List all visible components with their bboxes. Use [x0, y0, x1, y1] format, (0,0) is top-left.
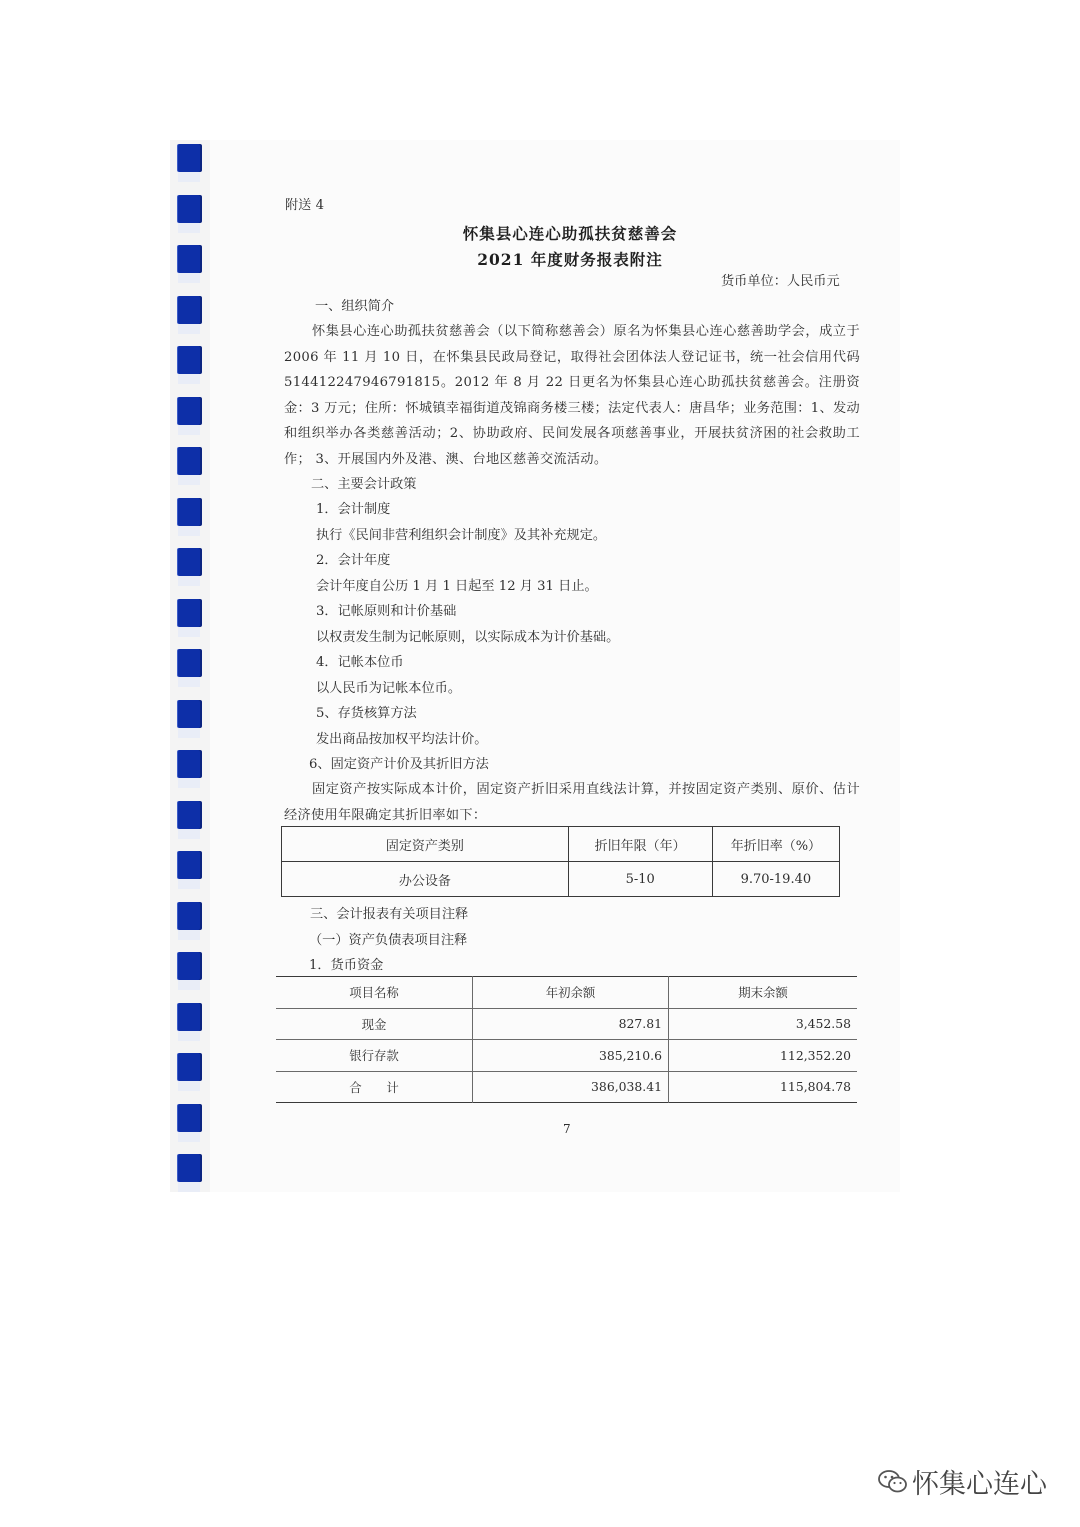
binding-ring [178, 1104, 200, 1132]
table-header-cell: 折旧年限（年） [568, 827, 712, 862]
binding-ring [178, 750, 200, 778]
section-heading: 三、会计报表有关项目注释 [310, 907, 469, 922]
table-row [282, 862, 840, 897]
policy-text: 以权责发生制为记帐原则，以实际成本为计价基础。 [316, 630, 620, 645]
attachment-label: 附送 4 [285, 198, 324, 213]
item-heading: 1．货币资金 [309, 958, 384, 973]
table-cell: 112,352.20 [669, 1040, 858, 1072]
table-cell: 9.70-19.40 [712, 862, 839, 897]
table-cell: 386,038.41 [473, 1071, 669, 1103]
policy-heading: 4．记帐本位币 [316, 655, 404, 670]
document-title: 怀集县心连心助孤扶贫慈善会 [462, 224, 678, 243]
binding-ring [178, 548, 200, 576]
table-header-row [276, 977, 857, 1009]
binding-ring [178, 195, 200, 223]
section-heading: 二、主要会计政策 [311, 477, 417, 492]
binding-ring [178, 599, 200, 627]
binding-ring [178, 498, 200, 526]
table-cell: 385,210.6 [473, 1040, 669, 1072]
table-cell: 827.81 [473, 1008, 669, 1040]
binding-ring [178, 144, 200, 172]
policy-heading: 5、存货核算方法 [316, 706, 417, 721]
organization-intro-paragraph: 怀集县心连心助孤扶贫慈善会（以下简称慈善会）原名为怀集县心连心慈善助学会，成立于 2006 年 11 月 10 日，在怀集县民政局登记，取得社会团体法人登记证书，统一社会信用代码 514412247946791815。2012 年 8 月 22 日更名为怀集县心连心助孤扶贫慈善会。注册资金：3 万元；住所：怀城镇幸福街道茂锦商务楼三楼；法定代表人：唐昌华；业务范围：1、发动和组织举办各类慈善活动；2、协助政府、民间发展各项慈善事业，开展扶贫济困的社会救助工作； 3、开展国内外及港、澳、台地区慈善交流活动。 [284, 324, 860, 467]
binding-ring [178, 1003, 200, 1031]
table-row [276, 1008, 857, 1040]
binding-ring [178, 447, 200, 475]
table-cell: 合 计 [349, 1079, 399, 1095]
table-header-row [282, 827, 840, 862]
policy-heading: 3．记帐原则和计价基础 [316, 604, 457, 619]
watermark-text: 怀集心连心 [912, 1469, 1047, 1500]
policy-heading: 2．会计年度 [316, 553, 391, 568]
binding-ring [178, 397, 200, 425]
binding-ring [178, 851, 200, 879]
table-header-cell: 固定资产类别 [282, 827, 569, 862]
table-cell: 115,804.78 [669, 1071, 858, 1103]
table-cell: 银行存款 [276, 1040, 473, 1072]
wechat-icon [878, 1469, 908, 1502]
binding-ring [178, 296, 200, 324]
policy-text: 执行《民间非营利组织会计制度》及其补充规定。 [316, 528, 607, 543]
binding-ring [178, 801, 200, 829]
cash-funds-table [276, 976, 857, 1103]
table-cell: 3,452.58 [669, 1008, 858, 1040]
table-header-cell: 项目名称 [276, 977, 473, 1009]
binding-ring [178, 346, 200, 374]
policy-heading: 6、固定资产计价及其折旧方法 [309, 757, 489, 772]
binding-ring [178, 700, 200, 728]
policy-text: 以人民币为记帐本位币。 [316, 681, 462, 696]
table-header-cell: 期末余额 [669, 977, 858, 1009]
spiral-binding [170, 140, 210, 1192]
currency-unit: 货币单位：人民币元 [721, 274, 840, 289]
page-number: 7 [563, 1122, 571, 1136]
subsection-heading: （一）资产负债表项目注释 [309, 933, 468, 948]
table-cell: 办公设备 [282, 862, 569, 897]
watermark [878, 1462, 1047, 1502]
table-row [276, 1040, 857, 1072]
binding-ring [178, 649, 200, 677]
binding-ring [178, 902, 200, 930]
binding-ring [178, 952, 200, 980]
policy-heading: 1．会计制度 [316, 502, 391, 517]
table-header-cell: 年初余额 [473, 977, 669, 1009]
policy-text: 会计年度自公历 1 月 1 日起至 12 月 31 日止。 [316, 579, 598, 594]
binding-ring [178, 1154, 200, 1182]
table-cell: 5-10 [568, 862, 712, 897]
depreciation-table [281, 826, 840, 897]
table-cell: 现金 [276, 1008, 473, 1040]
policy-text: 固定资产按实际成本计价，固定资产折旧采用直线法计算，并按固定资产类别、原价、估计经济使用年限确定其折旧率如下： [284, 782, 860, 823]
section-heading: 一、组织简介 [315, 299, 395, 314]
table-header-cell: 年折旧率（%） [712, 827, 839, 862]
document-subtitle: 2021 年度财务报表附注 [477, 250, 663, 269]
binding-ring [178, 1053, 200, 1081]
table-row [276, 1071, 857, 1103]
policy-text: 发出商品按加权平均法计价。 [316, 732, 488, 747]
